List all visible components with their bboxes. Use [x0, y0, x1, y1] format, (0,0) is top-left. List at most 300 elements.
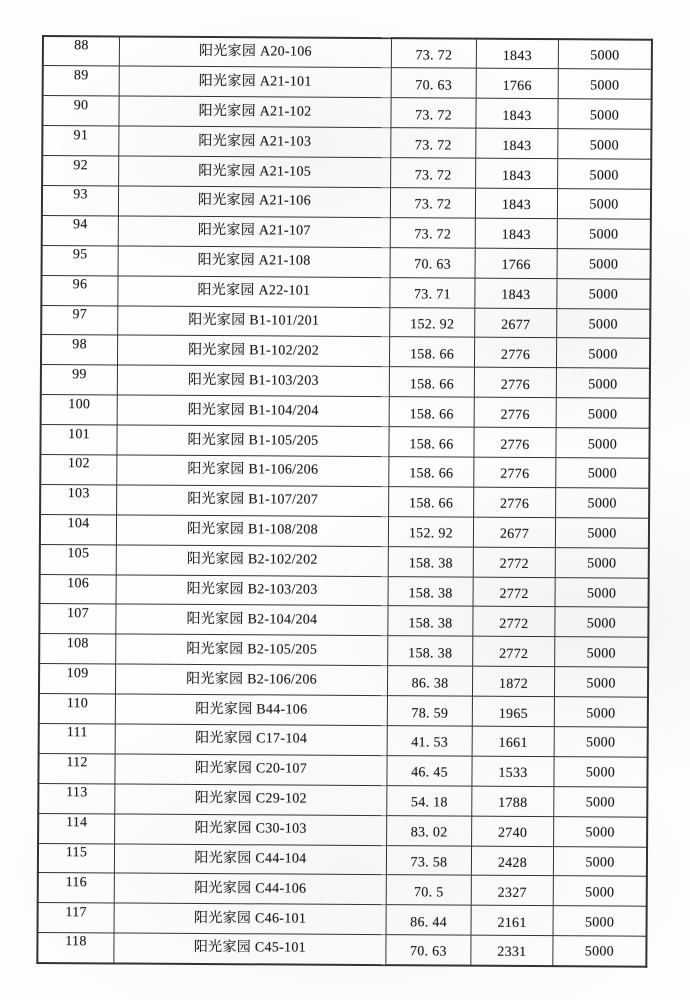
amount-text: 1843	[502, 138, 532, 154]
property-name-cell	[118, 305, 390, 337]
table-row	[38, 903, 647, 937]
table-row	[39, 723, 648, 757]
area-cell	[391, 68, 476, 98]
row-number-cell	[40, 454, 117, 484]
table-row	[38, 753, 647, 787]
deposit-text: 5000	[585, 855, 615, 871]
property-name-cell	[116, 515, 388, 547]
deposit-cell	[555, 637, 649, 667]
table-row	[38, 843, 647, 877]
deposit-cell	[553, 846, 647, 876]
property-name-cell	[115, 724, 387, 756]
amount-text: 1965	[498, 706, 529, 722]
property-name-text: 阳光家园 B2-103/203	[186, 581, 318, 598]
amount-cell	[475, 218, 557, 248]
row-number-text: 102	[67, 456, 90, 472]
property-name-cell	[114, 933, 386, 965]
deposit-text: 5000	[586, 705, 616, 722]
deposit-cell	[553, 876, 647, 906]
row-number-text: 101	[68, 426, 91, 442]
area-text: 73. 72	[414, 197, 452, 213]
deposit-cell	[558, 159, 652, 189]
row-number-cell	[42, 156, 119, 186]
property-name-text: 阳光家园 C20-107	[194, 761, 308, 777]
property-name-cell	[119, 156, 391, 188]
amount-cell	[474, 487, 556, 517]
property-name-text: 阳光家园 B1-102/202	[188, 342, 320, 359]
row-number-text: 89	[73, 68, 89, 84]
row-number-cell	[41, 365, 118, 395]
deposit-cell	[553, 906, 647, 936]
row-number-text: 103	[67, 486, 90, 502]
property-name-cell	[119, 126, 391, 158]
area-text: 73. 72	[414, 167, 452, 184]
table-row	[42, 156, 651, 190]
row-number-cell	[39, 694, 116, 724]
property-name-text: 阳光家园 B1-105/205	[187, 432, 319, 449]
amount-text: 1843	[501, 287, 531, 304]
deposit-cell	[556, 428, 650, 458]
property-name-text: 阳光家园 C44-104	[194, 850, 307, 867]
row-number-cell	[37, 933, 114, 963]
deposit-cell	[558, 99, 652, 129]
area-cell	[388, 636, 473, 666]
deposit-cell	[555, 607, 649, 637]
amount-text: 1843	[502, 108, 532, 124]
property-name-cell	[115, 694, 387, 726]
row-number-cell	[38, 813, 115, 843]
property-name-cell	[119, 96, 391, 128]
area-text: 73. 58	[410, 855, 448, 871]
property-name-text: 阳光家园 B2-104/204	[186, 611, 318, 628]
area-cell	[389, 457, 474, 487]
deposit-cell	[556, 368, 650, 398]
row-number-cell	[38, 903, 115, 933]
deposit-text: 5000	[589, 167, 619, 184]
property-name-cell	[117, 365, 389, 397]
amount-text: 1788	[498, 796, 528, 812]
deposit-text: 5000	[587, 556, 617, 572]
amount-cell	[471, 876, 553, 906]
area-cell	[388, 516, 473, 546]
area-text: 158. 38	[408, 616, 453, 632]
area-cell	[389, 337, 474, 367]
property-name-text: 阳光家园 C30-103	[194, 821, 307, 837]
area-text: 46. 45	[411, 765, 448, 781]
row-number-text: 118	[65, 934, 87, 950]
property-name-text: 阳光家园 A21-103	[198, 133, 312, 150]
amount-text: 2776	[500, 407, 530, 423]
area-cell	[390, 277, 475, 307]
row-number-text: 112	[66, 755, 88, 771]
area-text: 70. 63	[409, 944, 447, 960]
row-number-cell	[43, 66, 120, 96]
amount-text: 1843	[501, 198, 532, 214]
row-number-text: 111	[66, 725, 88, 741]
deposit-cell	[558, 69, 652, 99]
row-number-text: 117	[65, 904, 87, 921]
amount-text: 2776	[499, 497, 530, 513]
deposit-text: 5000	[590, 78, 620, 94]
amount-cell	[476, 69, 558, 99]
area-text: 158. 66	[409, 347, 455, 363]
row-number-cell	[38, 783, 115, 813]
row-number-cell	[42, 126, 119, 156]
area-cell	[389, 427, 474, 457]
deposit-text: 5000	[590, 48, 620, 64]
area-cell	[390, 188, 475, 218]
area-cell	[388, 576, 473, 606]
amount-cell	[472, 696, 554, 726]
amount-cell	[472, 786, 554, 816]
area-cell	[389, 367, 474, 397]
table-row	[37, 933, 646, 967]
amount-text: 2772	[499, 556, 529, 573]
deposit-text: 5000	[585, 825, 615, 841]
property-name-cell	[117, 395, 389, 427]
area-cell	[388, 606, 473, 636]
property-name-cell	[115, 664, 387, 696]
amount-cell	[475, 248, 557, 278]
deposit-cell	[556, 398, 650, 428]
amount-cell	[472, 726, 554, 756]
amount-cell	[476, 128, 558, 158]
row-number-text: 94	[72, 217, 88, 233]
row-number-cell	[43, 36, 120, 66]
table-row	[43, 36, 652, 70]
deposit-text: 5000	[588, 377, 618, 393]
property-fee-table	[36, 35, 653, 967]
deposit-cell	[557, 189, 651, 219]
area-cell	[391, 128, 476, 158]
amount-cell	[472, 756, 554, 786]
property-name-cell	[117, 485, 389, 517]
row-number-cell	[42, 96, 119, 126]
deposit-cell	[555, 517, 649, 547]
amount-cell	[476, 158, 558, 188]
property-name-cell	[116, 574, 388, 606]
row-number-text: 97	[72, 307, 88, 323]
table-row	[39, 634, 648, 668]
row-number-cell	[39, 723, 116, 753]
deposit-text: 5000	[587, 466, 617, 482]
amount-text: 2772	[499, 616, 529, 632]
property-name-cell	[117, 455, 389, 487]
area-text: 70. 63	[415, 78, 453, 94]
deposit-text: 5000	[588, 287, 619, 303]
row-number-cell	[41, 275, 118, 305]
property-name-cell	[117, 425, 389, 457]
amount-text: 1843	[501, 228, 531, 244]
deposit-text: 5000	[587, 436, 618, 453]
property-name-text: 阳光家园 A21-101	[198, 73, 312, 90]
table-row	[43, 66, 652, 100]
table-row	[42, 215, 651, 249]
deposit-text: 5000	[586, 586, 617, 602]
area-cell	[386, 935, 471, 965]
area-text: 86. 44	[410, 915, 448, 931]
amount-cell	[473, 636, 555, 666]
area-text: 158. 38	[408, 586, 453, 602]
area-cell	[388, 546, 473, 576]
table-row	[41, 395, 650, 429]
property-name-text: 阳光家园 B1-106/206	[187, 462, 319, 479]
deposit-cell	[554, 786, 648, 816]
amount-cell	[474, 338, 556, 368]
property-name-cell	[114, 903, 386, 935]
row-number-cell	[39, 634, 116, 664]
area-cell	[391, 158, 476, 188]
amount-cell	[474, 397, 556, 427]
deposit-cell	[556, 338, 650, 368]
row-number-text: 107	[66, 606, 89, 622]
amount-cell	[472, 666, 554, 696]
deposit-text: 5000	[586, 735, 616, 751]
row-number-cell	[41, 305, 118, 335]
area-cell	[390, 307, 475, 337]
area-text: 158. 66	[409, 436, 454, 453]
area-cell	[387, 815, 472, 845]
deposit-text: 5000	[586, 616, 617, 632]
amount-text: 1872	[498, 676, 529, 692]
property-name-text: 阳光家园 B44-106	[195, 701, 308, 718]
area-text: 152. 92	[408, 526, 454, 542]
property-name-cell	[115, 814, 387, 846]
property-name-text: 阳光家园 B1-101/201	[188, 312, 320, 329]
area-text: 158. 66	[409, 376, 454, 393]
table-row	[41, 365, 650, 399]
amount-text: 2776	[500, 347, 531, 363]
area-cell	[390, 217, 475, 247]
row-number-text: 98	[72, 337, 87, 353]
row-number-text: 110	[66, 695, 89, 711]
property-name-text: 阳光家园 B1-104/204	[187, 402, 319, 419]
table-row	[39, 694, 648, 728]
area-text: 86. 38	[411, 675, 449, 692]
table-row	[42, 126, 651, 160]
property-name-cell	[114, 844, 386, 876]
row-number-text: 96	[72, 277, 88, 293]
row-number-cell	[40, 425, 117, 455]
property-name-cell	[119, 36, 391, 68]
amount-text: 2327	[497, 885, 527, 901]
deposit-cell	[554, 816, 648, 846]
amount-text: 2677	[499, 526, 530, 543]
deposit-text: 5000	[589, 197, 619, 213]
property-name-text: 阳光家园 C44-106	[194, 880, 307, 897]
amount-text: 2677	[501, 317, 531, 333]
property-name-text: 阳光家园 B1-107/207	[187, 492, 319, 508]
area-text: 73. 72	[415, 48, 453, 64]
deposit-cell	[558, 129, 652, 159]
amount-text: 1661	[498, 736, 528, 752]
row-number-text: 114	[65, 815, 88, 831]
property-name-text: 阳光家园 C46-101	[193, 910, 307, 927]
row-number-cell	[42, 215, 119, 245]
area-text: 158. 66	[409, 406, 454, 423]
property-name-text: 阳光家园 B1-103/203	[187, 372, 319, 389]
property-name-cell	[118, 216, 390, 248]
table-body	[37, 36, 652, 966]
area-text: 158. 38	[408, 645, 453, 662]
row-number-text: 90	[73, 97, 89, 114]
amount-cell	[475, 188, 557, 218]
amount-text: 2740	[497, 825, 528, 842]
table-row	[41, 275, 650, 309]
amount-text: 1843	[501, 168, 532, 184]
amount-cell	[474, 367, 556, 397]
property-name-text: 阳光家园 C45-101	[193, 940, 307, 957]
area-cell	[386, 845, 471, 875]
deposit-cell	[557, 248, 651, 278]
area-text: 152. 92	[410, 317, 455, 333]
area-cell	[387, 755, 472, 785]
property-name-text: 阳光家园 A21-105	[198, 163, 312, 180]
table-row	[41, 305, 650, 339]
property-name-cell	[118, 186, 390, 218]
area-text: 158. 38	[408, 556, 453, 572]
area-cell	[387, 666, 472, 696]
deposit-cell	[556, 488, 650, 518]
amount-text: 2776	[500, 437, 530, 453]
row-number-text: 99	[72, 366, 87, 383]
table-row	[39, 604, 648, 638]
area-cell	[386, 905, 471, 935]
deposit-text: 5000	[586, 675, 616, 692]
amount-cell	[471, 935, 553, 965]
area-cell	[391, 38, 476, 68]
row-number-cell	[40, 574, 117, 604]
area-cell	[391, 98, 476, 128]
deposit-text: 5000	[584, 944, 615, 960]
property-name-text: 阳光家园 B2-105/205	[186, 641, 318, 658]
area-cell	[390, 247, 475, 277]
amount-cell	[476, 39, 558, 69]
row-number-text: 93	[73, 187, 88, 203]
amount-cell	[474, 427, 556, 457]
deposit-cell	[557, 308, 651, 338]
table-row	[42, 96, 651, 130]
amount-cell	[475, 308, 557, 338]
area-cell	[387, 726, 472, 756]
row-number-text: 91	[73, 127, 89, 143]
amount-cell	[472, 816, 554, 846]
table-row	[42, 245, 651, 279]
table-row	[38, 873, 647, 907]
deposit-text: 5000	[585, 885, 615, 901]
property-name-text: 阳光家园 B2-102/202	[186, 551, 318, 568]
row-number-cell	[42, 245, 119, 275]
table-row	[39, 664, 648, 698]
deposit-text: 5000	[588, 406, 618, 423]
area-text: 70. 63	[414, 257, 452, 273]
deposit-text: 5000	[584, 915, 615, 931]
row-number-cell	[38, 873, 115, 903]
row-number-text: 105	[67, 546, 90, 562]
table-row	[41, 335, 650, 369]
deposit-text: 5000	[589, 108, 620, 124]
amount-text: 1766	[502, 78, 532, 94]
area-cell	[386, 875, 471, 905]
deposit-cell	[554, 667, 648, 697]
row-number-cell	[40, 514, 117, 544]
row-number-text: 100	[68, 396, 91, 412]
deposit-cell	[554, 697, 648, 727]
row-number-text: 106	[67, 576, 90, 592]
deposit-text: 5000	[588, 347, 618, 363]
property-name-cell	[119, 66, 391, 98]
amount-cell	[473, 577, 555, 607]
row-number-cell	[40, 484, 117, 514]
property-name-cell	[116, 604, 388, 636]
area-cell	[387, 785, 472, 815]
row-number-cell	[40, 544, 117, 574]
property-name-cell	[118, 276, 390, 308]
property-name-text: 阳光家园 B1-108/208	[186, 522, 318, 538]
table-row	[40, 454, 649, 488]
row-number-text: 108	[66, 635, 89, 652]
area-text: 70. 5	[413, 885, 444, 901]
table-row	[40, 574, 649, 608]
deposit-cell	[555, 547, 649, 577]
row-number-text: 116	[65, 875, 88, 891]
property-name-cell	[115, 784, 387, 816]
area-text: 73. 72	[414, 137, 452, 154]
property-name-text: 阳光家园 B2-106/206	[186, 671, 318, 688]
amount-text: 2772	[499, 586, 529, 602]
table-row	[42, 185, 651, 219]
deposit-text: 5000	[588, 317, 618, 333]
row-number-text: 109	[66, 665, 89, 681]
row-number-cell	[38, 753, 115, 783]
deposit-text: 5000	[587, 496, 617, 512]
deposit-text: 5000	[585, 795, 615, 811]
deposit-text: 5000	[589, 137, 619, 154]
table-row	[38, 783, 647, 817]
amount-cell	[473, 607, 555, 637]
row-number-text: 95	[72, 247, 88, 263]
deposit-cell	[553, 936, 647, 966]
amount-cell	[471, 905, 553, 935]
amount-text: 2772	[499, 646, 529, 662]
area-text: 54. 18	[410, 795, 448, 811]
row-number-cell	[39, 664, 116, 694]
amount-cell	[475, 278, 557, 308]
property-name-cell	[116, 545, 388, 577]
deposit-text: 5000	[586, 646, 616, 662]
deposit-cell	[554, 727, 648, 757]
row-number-cell	[39, 604, 116, 634]
property-name-text: 阳光家园 A22-101	[197, 283, 311, 299]
deposit-cell	[555, 577, 649, 607]
row-number-text: 88	[74, 38, 89, 54]
property-name-text: 阳光家园 A21-102	[198, 103, 312, 120]
row-number-cell	[41, 395, 118, 425]
property-name-text: 阳光家园 A21-106	[198, 193, 311, 210]
row-number-cell	[42, 185, 119, 215]
row-number-cell	[41, 335, 118, 365]
amount-cell	[471, 846, 553, 876]
deposit-cell	[556, 458, 650, 488]
property-name-text: 阳光家园 C29-102	[194, 791, 307, 807]
area-text: 73. 72	[414, 227, 452, 243]
area-text: 41. 53	[411, 735, 449, 751]
row-number-text: 115	[65, 845, 88, 861]
area-text: 158. 66	[409, 496, 454, 512]
table-row	[40, 425, 649, 459]
area-text: 83. 02	[410, 825, 448, 841]
property-name-cell	[116, 634, 388, 666]
